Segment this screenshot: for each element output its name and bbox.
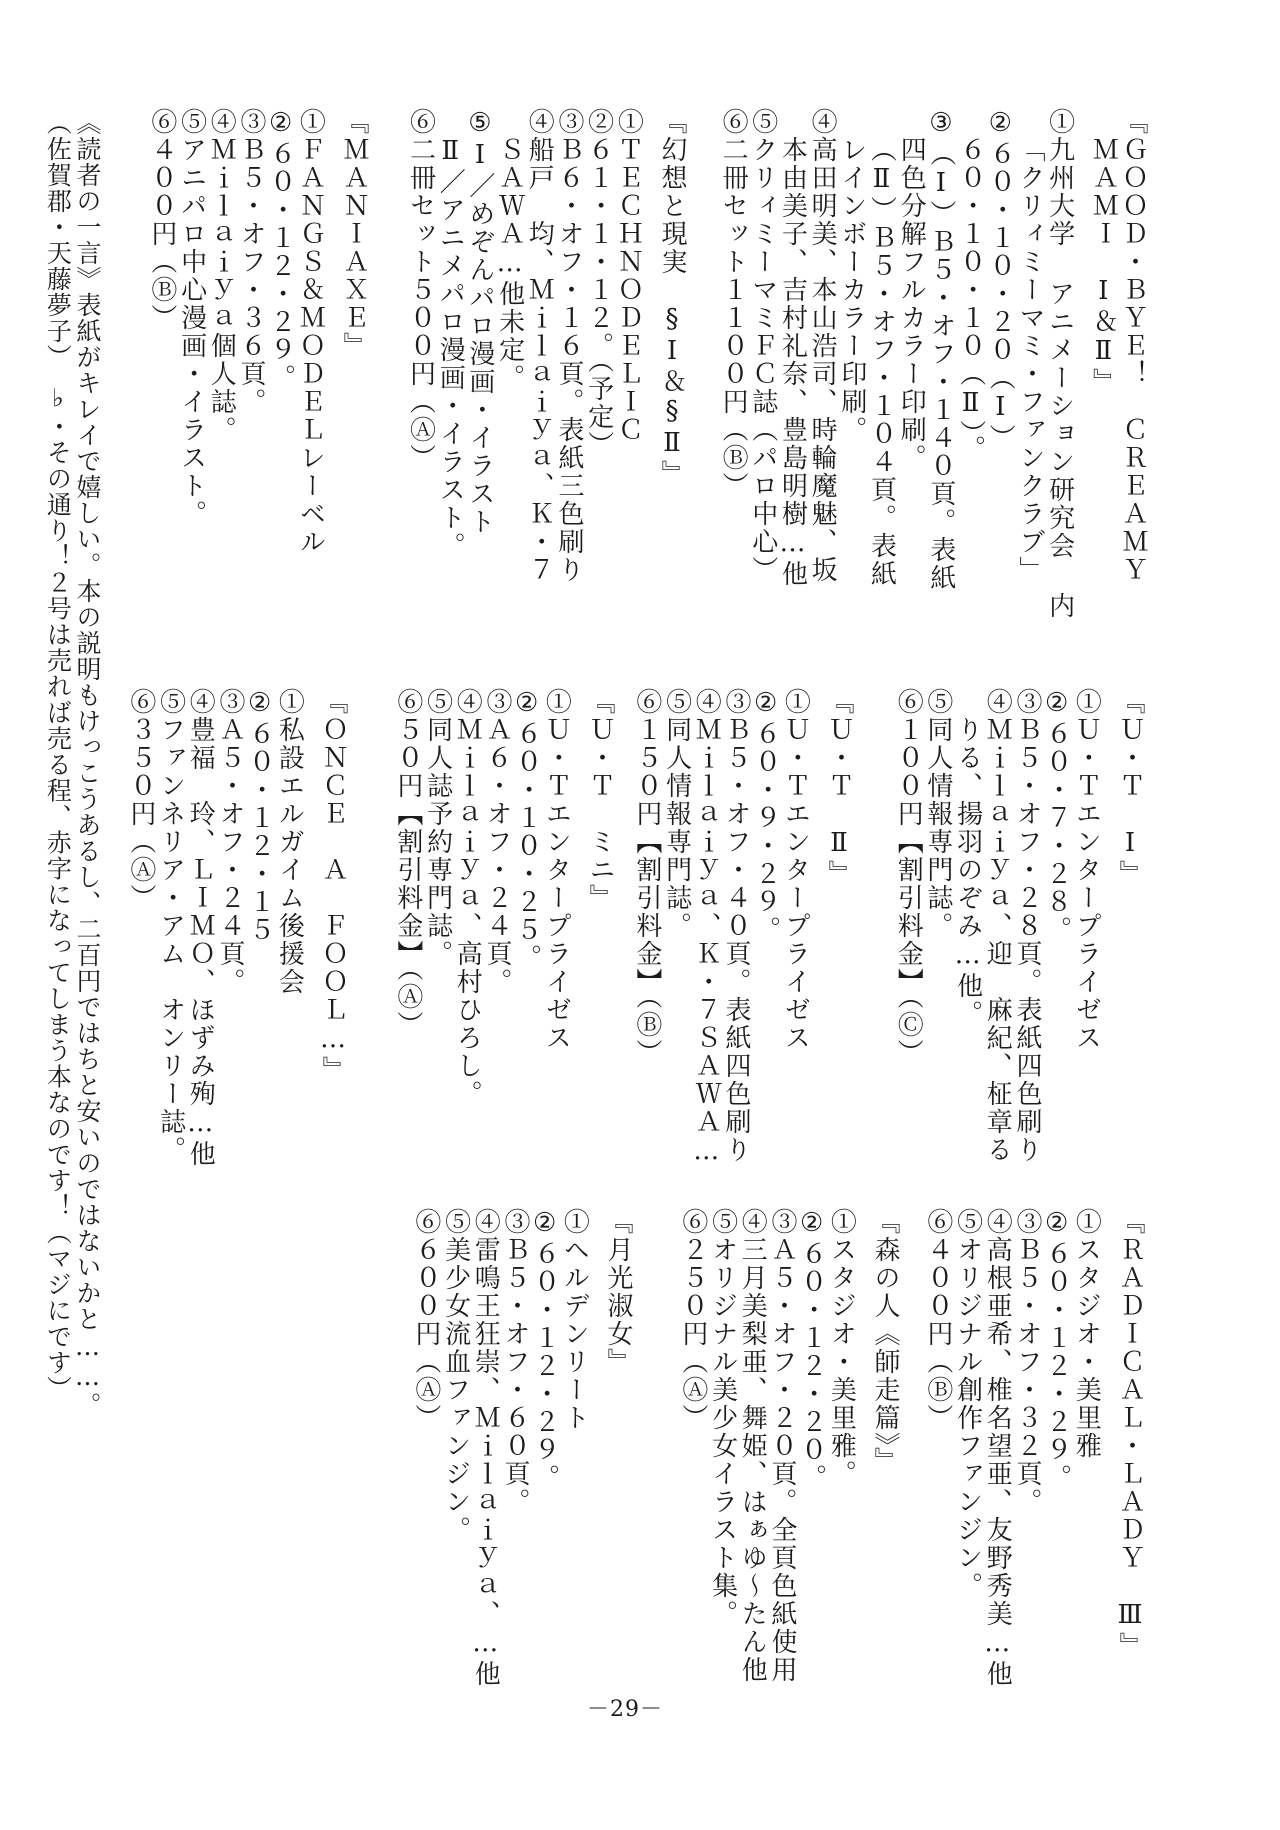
item-text: 豊福 玲、ＬＩＭＯ、ほずみ殉…他 xyxy=(185,716,216,1168)
entry-item xyxy=(452,688,482,1108)
item-text: （Ⅱ）Ｂ５・オフ・１０４頁。表紙 xyxy=(866,136,897,588)
entry-item xyxy=(206,108,236,444)
item-text: Ｂ５・オフ・３２頁。 xyxy=(1011,1236,1042,1516)
item-number: ① xyxy=(295,108,326,136)
item-number: ⑥ xyxy=(125,688,156,716)
entry-item xyxy=(737,1208,767,1684)
fanzine-entry xyxy=(631,688,853,1168)
fanzine-entry xyxy=(392,688,614,1108)
item-number: ③ xyxy=(1011,688,1042,716)
item-text: Ｕ・Ｔエンタープライゼス xyxy=(541,716,572,1052)
item-text: Ⅱ／アニメパロ漫画・イラスト。 xyxy=(435,136,466,560)
item-text: 本由美子、吉村礼奈、豊島明樹…他 xyxy=(777,136,808,588)
item-number: ⑤ xyxy=(661,688,692,716)
item-number: ⑤ xyxy=(176,108,207,136)
item-number: ③ xyxy=(481,688,512,716)
fanzine-entry xyxy=(146,108,368,556)
entry-item xyxy=(826,1208,856,1488)
reader-comment-line: 《読者の一言》表紙がキレイで嬉しい。本の説明もけっこうあるし、二百円ではちと安いのではないかと……。 xyxy=(73,110,102,1418)
item-text: Ｍｉｌａｉｙａ、Ｋ・７ＳＡＷＡ… xyxy=(691,716,722,1168)
item-number: ⑤ xyxy=(747,108,778,136)
item-number: ⑥ xyxy=(922,1208,953,1236)
entry-title-line: ＭＡＭＩ Ⅰ＆Ⅱ』 xyxy=(1088,136,1119,396)
item-text: ＦＡＮＧＳ＆ＭＯＤＥＬレーベル xyxy=(295,136,326,556)
entry-item xyxy=(440,1208,470,1544)
item-text: 二冊セット５００円（Ⓐ） xyxy=(405,136,436,472)
entry-item xyxy=(494,108,524,392)
entry-item xyxy=(422,688,452,968)
entry-title xyxy=(1114,688,1144,888)
entry-item xyxy=(896,108,926,472)
item-text: 同人誌予約専門誌。 xyxy=(422,716,453,968)
item-text: ６１・１・１２。（予定） xyxy=(583,136,614,459)
item-number: ⑥ xyxy=(146,108,177,136)
item-number: ⑥ xyxy=(410,1208,441,1236)
entry-item xyxy=(265,108,295,392)
item-text: Ａ６・オフ・２４頁。 xyxy=(481,716,512,996)
item-number: ② xyxy=(985,108,1016,140)
entry-title xyxy=(338,108,368,360)
item-text: ６０・９・２９。 xyxy=(750,720,781,944)
entry-item xyxy=(747,108,777,584)
item-text: 同人情報専門誌。 xyxy=(922,716,953,940)
item-text: ２５０円（Ⓐ） xyxy=(677,1236,708,1432)
entry-item xyxy=(235,108,265,416)
item-text: ６０・７・２８。 xyxy=(1041,720,1072,944)
fanzine-entry xyxy=(893,688,1145,1164)
entry-item xyxy=(750,688,780,944)
entry-item xyxy=(511,688,541,972)
fanzine-entry xyxy=(410,1208,632,1688)
entry-item xyxy=(470,1208,500,1688)
entry-item xyxy=(707,1208,737,1628)
item-text: 二冊セット１１００円（Ⓑ） xyxy=(718,136,749,500)
entry-item xyxy=(155,688,185,1164)
item-number: ① xyxy=(1044,108,1075,136)
entry-item xyxy=(922,688,952,940)
entry-item xyxy=(780,688,810,1052)
entry-item xyxy=(922,1208,952,1432)
item-number: ⑥ xyxy=(392,688,423,716)
entry-item xyxy=(985,108,1015,452)
item-number: ④ xyxy=(206,108,237,136)
item-text: 雷鳴王狂崇、Ｍｉｌａｉｙａ、…他 xyxy=(470,1236,501,1688)
entry-item xyxy=(541,688,571,1052)
item-text: スタジオ・美里雅 xyxy=(1071,1236,1102,1460)
entry-item xyxy=(1011,688,1041,1164)
item-text: ＴＥＣＨＮＯＤＥＬＩＣ xyxy=(613,136,644,444)
item-number: ④ xyxy=(807,108,838,136)
item-text: Ｂ５・オフ・６０頁。 xyxy=(499,1236,530,1516)
item-text: ６０・１２・２９。 xyxy=(529,1240,560,1492)
item-text: 同人情報専門誌。 xyxy=(661,716,692,940)
item-number: ① xyxy=(780,688,811,716)
entry-item xyxy=(717,108,747,500)
entry-title-line: 『ＭＡＮＩＡＸＥ』 xyxy=(339,108,369,360)
entry-item xyxy=(1041,688,1071,944)
entry-title xyxy=(869,1208,899,1475)
entry-title xyxy=(317,688,347,1084)
item-number: ④ xyxy=(185,688,216,716)
item-number: ⑥ xyxy=(677,1208,708,1236)
entry-item xyxy=(559,1208,589,1432)
item-number: ② xyxy=(750,688,781,720)
item-text: （Ⅰ）Ｂ５・オフ・１４０頁。表紙 xyxy=(925,140,956,592)
item-text: ＳＡＷＡ…他未定。 xyxy=(494,136,525,392)
item-text: 四色分解フルカラー印刷。 xyxy=(896,136,927,472)
item-number: ③ xyxy=(720,688,751,716)
item-number: ⑤ xyxy=(422,688,453,716)
fanzine-entry xyxy=(922,1208,1144,1688)
item-number: ③ xyxy=(766,1208,797,1236)
item-text: ４００円（Ⓑ） xyxy=(146,136,177,332)
entry-title-line: 『幻想と現実 §Ⅰ＆§Ⅱ』 xyxy=(657,108,687,488)
item-text: １５０円【割引料金】（Ⓑ） xyxy=(631,716,662,1067)
item-number: ④ xyxy=(982,688,1013,716)
entry-item xyxy=(796,1208,826,1492)
item-text: ６０・１０・１０（Ⅱ）。 xyxy=(955,136,986,463)
item-number: ⑥ xyxy=(718,108,749,136)
entry-item xyxy=(185,688,215,1168)
item-text: Ｕ・Ｔエンタープライゼス xyxy=(780,716,811,1052)
item-text: オリジナル創作ファンジン。 xyxy=(952,1236,983,1600)
entry-item xyxy=(677,1208,707,1432)
entry-item xyxy=(766,1208,796,1684)
item-text: ３５０円（Ⓐ） xyxy=(125,716,156,912)
fanzine-entry xyxy=(677,1208,899,1684)
entry-title-line: 『ＯＮＣＥ Ａ ＦＯＯＬ…』 xyxy=(318,688,348,1084)
item-number: ② xyxy=(1041,688,1072,720)
item-number: ① xyxy=(1071,688,1102,716)
item-text: Ｍｉｌａｉｙａ、迎 麻紀、柾章る xyxy=(982,716,1013,1164)
entry-item xyxy=(295,108,325,556)
entry-item xyxy=(405,108,435,472)
item-text: ヘルデンリート xyxy=(559,1236,590,1432)
reader-comment-reply: （佐賀郡・天藤夢子） ♭・その通り！２号は売れば売る程、赤字になってしまう本なのです！（マジにです） xyxy=(43,110,73,1402)
entry-item xyxy=(499,1208,529,1516)
entry-item xyxy=(691,688,721,1168)
entry-item xyxy=(982,688,1012,1164)
entry-title xyxy=(823,688,853,888)
item-number: ⑤ xyxy=(440,1208,471,1236)
item-number: ② xyxy=(796,1208,827,1240)
item-text: Ⅰ／めぞんパロ漫画・イラスト xyxy=(464,140,495,536)
item-number: ③ xyxy=(499,1208,530,1236)
entry-item xyxy=(836,108,866,444)
entry-item xyxy=(176,108,206,528)
item-text: りる、揚羽のぞみ…他。 xyxy=(952,716,983,1028)
entry-item xyxy=(1071,1208,1101,1460)
entry-item xyxy=(1011,1208,1041,1516)
entry-item xyxy=(481,688,511,996)
item-text: スタジオ・美里雅。 xyxy=(826,1236,857,1488)
page-number: －29－ xyxy=(587,1697,663,1722)
item-text: Ｂ６・オフ・１６頁。表紙三色刷り xyxy=(553,136,584,584)
item-text: アニパロ中心漫画・イラスト。 xyxy=(176,136,207,528)
entry-item xyxy=(529,1208,559,1492)
item-text: 私設エルガイム後援会 xyxy=(274,716,305,996)
item-number: ③ xyxy=(925,108,956,140)
entry-item xyxy=(583,108,613,459)
item-number: ④ xyxy=(524,108,555,136)
entry-title xyxy=(602,1208,632,1376)
entry-item xyxy=(631,688,661,1067)
entry-item xyxy=(274,688,304,996)
item-text: ６０・１２・１５ xyxy=(244,720,275,944)
item-number: ④ xyxy=(452,688,483,716)
entry-item xyxy=(661,688,691,940)
item-text: ５０円【割引料金】（Ⓐ） xyxy=(392,716,423,1039)
item-text: Ｂ５・オフ・４０頁。表紙四色刷り xyxy=(720,716,751,1164)
item-number: ② xyxy=(583,108,614,136)
entry-item xyxy=(777,108,807,588)
entry-item xyxy=(1041,1208,1071,1492)
item-text: オリジナル美少女イラスト集。 xyxy=(707,1236,738,1628)
item-number: ⑤ xyxy=(464,108,495,140)
item-number: ② xyxy=(244,688,275,720)
entry-title xyxy=(656,108,686,488)
entry-item xyxy=(553,108,583,584)
item-text: ６００円（Ⓐ） xyxy=(410,1236,441,1432)
item-text: 九州大学 アニメーション研究会 内 xyxy=(1044,136,1075,620)
item-text: ６０・１０・２０（Ⅰ） xyxy=(985,140,1016,452)
item-number: ② xyxy=(529,1208,560,1240)
item-number: ② xyxy=(1041,1208,1072,1240)
entry-title xyxy=(1088,108,1147,584)
entry-title xyxy=(1114,1208,1144,1660)
entry-item xyxy=(952,1208,982,1600)
item-number: ③ xyxy=(553,108,584,136)
entry-title-line: 『ＧＯＯＤ・ＢＹＥ！ ＣＲＥＡＭＹ xyxy=(1118,108,1148,584)
item-number: ④ xyxy=(737,1208,768,1236)
item-text: ４００円（Ⓑ） xyxy=(922,1236,953,1432)
fanzine-entry xyxy=(405,108,686,584)
item-number: ② xyxy=(511,688,542,720)
entry-title-line: 『Ｕ・Ｔ ミニ』 xyxy=(585,688,615,912)
item-number: ⑤ xyxy=(707,1208,738,1236)
item-text: 「クリィミーマミ・ファンクラブ」 xyxy=(1014,136,1045,584)
entry-item xyxy=(952,688,982,1028)
entry-item xyxy=(392,688,422,1039)
item-text: Ｂ５・オフ・２８頁。表紙四色刷り xyxy=(1011,716,1042,1164)
item-number: ⑤ xyxy=(155,688,186,716)
entry-item xyxy=(893,688,923,1067)
item-number: ⑤ xyxy=(952,1208,983,1236)
entry-title-line: 『Ｕ・Ｔ Ⅱ』 xyxy=(824,688,854,888)
item-number: ① xyxy=(559,1208,590,1236)
item-text: Ｕ・Ｔエンタープライゼス xyxy=(1071,716,1102,1052)
item-text: 高根亜希、椎名望亜、友野秀美…他 xyxy=(982,1236,1013,1688)
item-text: ６０・１２・２９。 xyxy=(1041,1240,1072,1492)
item-text: 美少女流血ファンジン。 xyxy=(440,1236,471,1544)
item-number: ④ xyxy=(982,1208,1013,1236)
item-text: Ｂ５・オフ・３６頁。 xyxy=(235,136,266,416)
item-text: Ａ５・オフ・２０頁。全頁色紙使用 xyxy=(766,1236,797,1684)
entry-item xyxy=(720,688,750,1164)
fanzine-entry xyxy=(125,688,347,1168)
item-text: 高田明美、本山浩司、時輪魔魅、坂 xyxy=(807,136,838,584)
entry-title xyxy=(584,688,614,912)
item-text: ６０・１２・２９。 xyxy=(265,140,296,392)
item-number: ⑤ xyxy=(922,688,953,716)
item-number: ③ xyxy=(235,108,266,136)
item-text: Ｍｉｌａｉｙａ個人誌。 xyxy=(206,136,237,444)
fanzine-entry xyxy=(717,108,1147,620)
item-text: ファンネリア・アム オンリー誌。 xyxy=(155,716,186,1164)
item-number: ③ xyxy=(214,688,245,716)
item-number: ① xyxy=(541,688,572,716)
entry-item xyxy=(146,108,176,332)
item-text: Ｍｉｌａｉｙａ、高村ひろし。 xyxy=(452,716,483,1108)
item-number: ① xyxy=(613,108,644,136)
item-text: 船戸 均、Ｍｉｌａｉｙａ、Ｋ・７ xyxy=(524,136,555,584)
item-text: ６０・１０・２５。 xyxy=(511,720,542,972)
entry-item xyxy=(866,108,896,588)
entry-item xyxy=(613,108,643,444)
item-number: ⑥ xyxy=(631,688,662,716)
entry-item xyxy=(925,108,955,592)
entry-item xyxy=(410,1208,440,1432)
entry-item xyxy=(524,108,554,584)
entry-title-line: 『月光淑女』 xyxy=(603,1208,633,1376)
entry-item xyxy=(244,688,274,944)
item-number: ③ xyxy=(1011,1208,1042,1236)
entry-item xyxy=(982,1208,1012,1688)
entry-title-line: 『ＲＡＤＩＣＡＬ・ＬＡＤＹ Ⅲ』 xyxy=(1115,1208,1145,1660)
entry-item xyxy=(1014,108,1044,584)
item-number: ⑥ xyxy=(405,108,436,136)
entry-item xyxy=(125,688,155,912)
item-text: レインボーカラー印刷。 xyxy=(836,136,867,444)
entry-item xyxy=(464,108,494,536)
item-number: ① xyxy=(1071,1208,1102,1236)
entry-item xyxy=(1071,688,1101,1052)
entry-item xyxy=(435,108,465,560)
item-number: ② xyxy=(265,108,296,140)
item-text: ６０・１２・２０。 xyxy=(796,1240,827,1492)
item-number: ① xyxy=(274,688,305,716)
entry-item xyxy=(214,688,244,996)
entry-item xyxy=(806,108,836,584)
item-text: Ａ５・オフ・２４頁。 xyxy=(214,716,245,996)
entry-item xyxy=(955,108,985,463)
item-text: クリィミーマミＦＣ誌（パロ中心） xyxy=(747,136,778,584)
entry-title-line: 『森の人《師走篇》』 xyxy=(870,1208,900,1475)
item-text: 三月美梨亜、舞姫、はぁゆ～たん他 xyxy=(737,1236,768,1684)
entry-title-line: 『Ｕ・Ｔ Ⅰ』 xyxy=(1115,688,1145,888)
entry-item xyxy=(1044,108,1074,620)
item-number: ④ xyxy=(691,688,722,716)
item-text: １００円【割引料金】（Ⓒ） xyxy=(893,716,924,1067)
item-number: ④ xyxy=(470,1208,501,1236)
item-number: ⑥ xyxy=(893,688,924,716)
reader-comment xyxy=(43,110,102,1418)
item-number: ① xyxy=(826,1208,857,1236)
